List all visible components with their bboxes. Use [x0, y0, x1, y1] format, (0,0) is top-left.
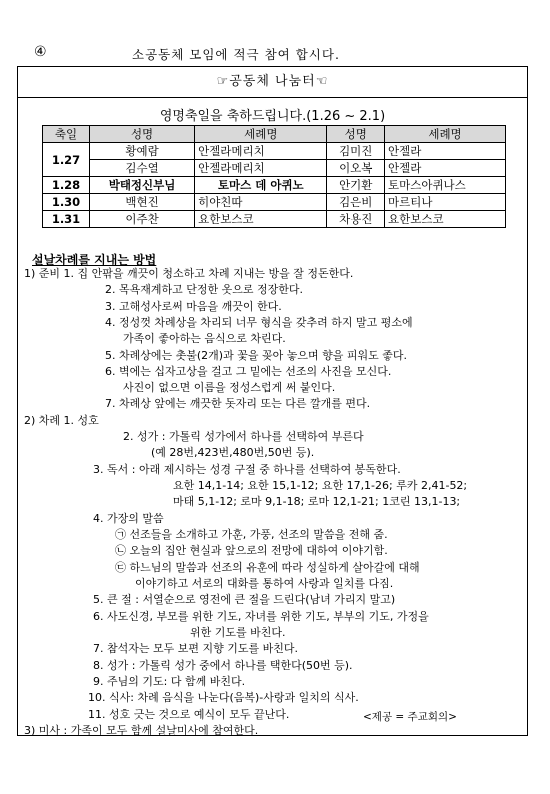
- step-line: 이야기하고 서로의 대화를 통하여 사랑과 일치를 다짐.: [135, 577, 394, 590]
- col-header: 성명: [327, 126, 385, 143]
- content-frame: [17, 66, 528, 736]
- baptismal-name-cell: 마르티나: [385, 194, 506, 211]
- step-line: 9. 주님의 기도: 다 함께 바친다.: [93, 675, 246, 688]
- name-cell: 차용진: [327, 211, 385, 228]
- baptismal-name-cell: 토마스아퀴나스: [385, 177, 506, 194]
- step-line: 3. 독서 : 아래 제시하는 성경 구절 중 하나를 선택하여 봉독한다.: [93, 463, 401, 476]
- baptismal-name-cell: 안젤라: [385, 143, 506, 160]
- step-line: 6. 벽에는 십자고상을 걸고 그 밑에는 선조의 사진을 모신다.: [105, 365, 392, 378]
- step-line: 5. 큰 절 : 서열순으로 영전에 큰 절을 드린다(남녀 가리지 말고): [93, 593, 396, 606]
- table-row: [43, 160, 506, 177]
- step-line: 8. 성가 : 가톨릭 성가 중에서 하나를 택한다(50번 등).: [93, 659, 353, 672]
- step-line: 가족이 좋아하는 음식으로 차린다.: [123, 332, 286, 345]
- feast-date: 1.28: [43, 177, 90, 194]
- section-title: 설날차례를 지내는 방법: [32, 253, 157, 267]
- baptismal-name-cell: 안젤라메리치: [195, 160, 327, 177]
- announcement: 영명축일을 축하드립니다.(1.26 ~ 2.1): [159, 109, 386, 124]
- step-line: (예 28번,423번,480번,50번 등).: [151, 446, 315, 459]
- header-slogan: 소공동체 모임에 적극 참여 합시다.: [132, 47, 340, 62]
- name-cell: 백현진: [90, 194, 195, 211]
- step-line: 10. 식사: 차례 음식을 나눈다(음복)-사랑과 일치의 식사.: [88, 691, 359, 704]
- step-line: 사진이 없으면 이름을 정성스럽게 써 붙인다.: [123, 381, 336, 394]
- source-credit: <제공 = 주교회의>: [363, 711, 457, 723]
- col-header: 축일: [43, 126, 90, 143]
- step-line: 6. 사도신경, 부모를 위한 기도, 자녀를 위한 기도, 부부의 기도, 가정을: [93, 610, 429, 623]
- feast-date: 1.30: [43, 194, 90, 211]
- table-row: [43, 143, 506, 160]
- feast-date: 1.31: [43, 211, 90, 228]
- baptismal-name-cell: 안젤라: [385, 160, 506, 177]
- step-line: ㉢ 하느님의 말씀과 선조의 유훈에 따라 성실하게 살아갈에 대해: [115, 561, 420, 574]
- step-line: 1) 준비 1. 집 안팎을 깨끗이 청소하고 차례 지내는 방을 잘 정돈한다.: [24, 267, 354, 280]
- name-cell: 이주찬: [90, 211, 195, 228]
- name-cell: 황예람: [90, 143, 195, 160]
- step-line: 7. 참석자는 모두 보편 지향 기도를 바친다.: [93, 642, 298, 655]
- baptismal-name-cell: 요한보스코: [385, 211, 506, 228]
- step-line: 3) 미사 : 가족이 모두 함께 설날미사에 참여한다.: [24, 724, 259, 737]
- step-line: 3. 고해성사로써 마음을 깨끗이 한다.: [105, 300, 282, 313]
- step-line: 마태 5,1-12; 로마 9,1-18; 로마 12,1-21; 1코린 13,1-13;: [173, 495, 461, 508]
- banner: [18, 67, 527, 98]
- name-cell: 박태정신부님: [90, 177, 195, 194]
- step-line: 4. 가장의 말씀: [93, 512, 164, 525]
- col-header: 성명: [90, 126, 195, 143]
- page-header: [0, 44, 550, 64]
- baptismal-name-cell: 히야친따: [195, 194, 327, 211]
- step-line: 2) 차례 1. 성호: [24, 414, 99, 427]
- celebration-table: [42, 125, 506, 228]
- step-line: 5. 차례상에는 촛불(2개)과 꽃을 꽂아 놓으며 향을 피워도 좋다.: [105, 349, 407, 362]
- name-cell: 김미진: [327, 143, 385, 160]
- step-line: 11. 성호 긋는 것으로 예식이 모두 끝난다.: [88, 708, 290, 721]
- step-line: ㉠ 선조들을 소개하고 가훈, 가풍, 선조의 말씀을 전해 줌.: [115, 528, 388, 541]
- table-row: [43, 211, 506, 228]
- baptismal-name-cell: 요한보스코: [195, 211, 327, 228]
- step-line: 4. 정성껏 차례상을 차리되 너무 형식을 갖추려 하지 말고 평소에: [105, 316, 413, 329]
- name-cell: 이오복: [327, 160, 385, 177]
- name-cell: 김은비: [327, 194, 385, 211]
- col-header: 세례명: [195, 126, 327, 143]
- col-header: 세례명: [385, 126, 506, 143]
- step-line: 7. 차례상 앞에는 깨끗한 돗자리 또는 다른 깔개를 편다.: [105, 397, 371, 410]
- step-line: 2. 목욕재계하고 단정한 옷으로 정장한다.: [105, 283, 303, 296]
- step-line: 2. 성가 : 가톨릭 성가에서 하나를 선택하여 부른다: [123, 430, 364, 443]
- feast-date: 1.27: [43, 143, 90, 177]
- step-line: 요한 14,1-14; 요한 15,1-12; 요한 17,1-26; 루카 2,41-52;: [173, 479, 468, 492]
- step-line: 위한 기도를 바친다.: [190, 626, 286, 639]
- baptismal-name-cell: 토마스 데 아퀴노: [195, 177, 327, 194]
- name-cell: 안기환: [327, 177, 385, 194]
- table-header-row: [43, 126, 506, 143]
- banner-title: ☞공동체 나눔터☜: [216, 74, 329, 89]
- step-line: ㉡ 오늘의 집안 현실과 앞으로의 전망에 대하여 이야기함.: [115, 544, 388, 557]
- baptismal-name-cell: 안젤라메리치: [195, 143, 327, 160]
- table-row: [43, 194, 506, 211]
- page-number: ④: [34, 44, 47, 60]
- name-cell: 김수열: [90, 160, 195, 177]
- table-row: [43, 177, 506, 194]
